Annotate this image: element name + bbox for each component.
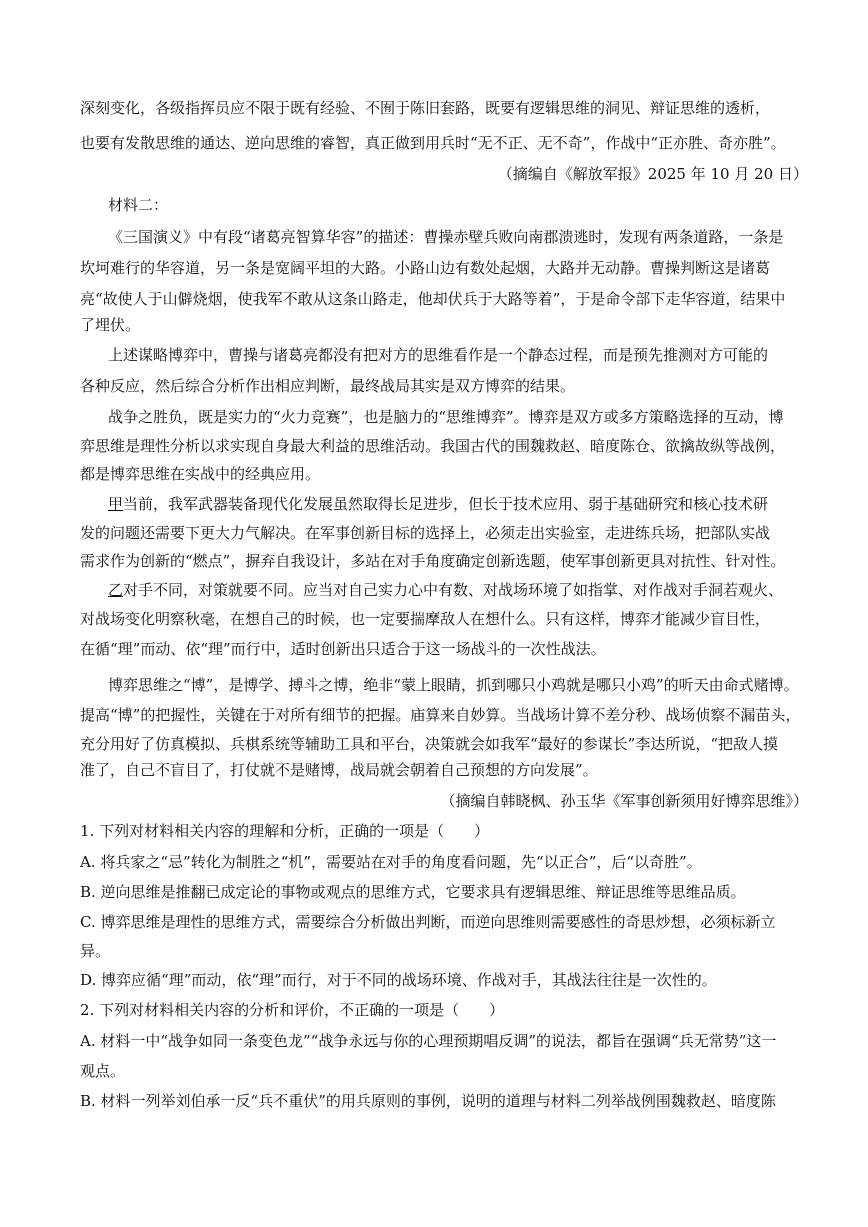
blank-mark-jia: 甲 xyxy=(108,495,124,513)
text-line: 《三国演义》中有段“诸葛亮智算华容”的描述：曹操赤壁兵败向南郡溃逃时，发现有两条道路，一条是 xyxy=(108,228,784,246)
text-line: 上述谋略博弈中，曹操与诸葛亮都没有把对方的思维看作是一个静态过程，而是预先推测对方可能的 xyxy=(108,346,769,364)
text-line: 在循“理”而动、依“理”而行中，适时创新出只适合于这一场战斗的一次性战法。 xyxy=(80,640,606,658)
answer-option-a: A. 将兵家之“忌”转化为制胜之“机”，需要站在对手的角度看问题，先“以正合”，后“以奇胜”。 xyxy=(80,853,702,871)
answer-option-b: B. 材料一列举刘伯承一反“兵不重伏”的用兵原则的事例，说明的道理与材料二列举战例围魏救赵、暗度陈 xyxy=(80,1092,776,1110)
text-line: 提高“博”的把握性，关键在于对所有细节的把握。庙算来自妙算。当战场计算不差分秒、战场侦察不漏苗头， xyxy=(80,706,801,724)
source-citation: （摘编自《解放军报》2025 年 10 月 20 日） xyxy=(497,165,808,183)
answer-option-c: C. 博弈思维是理性的思维方式，需要综合分析做出判断，而逆向思维则需要感性的奇思炒想，必须标新立 xyxy=(80,913,776,931)
text-line: 都是博弈思维在实战中的经典应用。 xyxy=(80,465,321,483)
answer-option-a-cont: 观点。 xyxy=(80,1062,126,1080)
answer-option-d: D. 博弈应循“理”而动，依“理”而行，对于不同的战场环境、作战对手，其战法往往是一次性的。 xyxy=(80,971,717,989)
text-line: 了埋伏。 xyxy=(80,316,141,334)
text-line: 坎坷难行的华容道，另一条是宽阔平坦的大路。小路山边有数处起烟，大路并无动静。曹操判断这是诸葛 xyxy=(80,259,771,277)
text-line: 也要有发散思维的通达、逆向思维的睿智，真正做到用兵时“无不正、无不奇”，作战中“正亦胜、奇亦胜”。 xyxy=(80,134,786,152)
text-line: 甲当前，我军武器装备现代化发展虽然取得长足进步，但长于技术应用、弱于基础研究和核心技术研 xyxy=(108,495,769,513)
text-line: 充分用好了仿真模拟、兵棋系统等辅助工具和平台，决策就会如我军“最好的参谋长”李达所说，“把敌人摸 xyxy=(80,735,779,753)
text-line: 亮“故使人于山僻烧烟，使我军不敢从这条山路走，他却伏兵于大路等着”，于是命令部下走华容道，结果中 xyxy=(80,290,786,308)
text-line: 需求作为创新的“燃点”，摒弃自我设计，多站在对手角度确定创新选题，使军事创新更具对抗性、针对性。 xyxy=(80,552,786,570)
text-line: 弈思维是理性分析以求实现自身最大利益的思维活动。我国古代的围魏救赵、暗度陈仓、欲擒故纵等战例， xyxy=(80,437,786,455)
section-label: 材料二： xyxy=(108,196,169,214)
answer-option-a: A. 材料一中“战争如同一条变色龙”“战争永远与你的心理预期唱反调”的说法，都旨在强调“兵无常势”这一 xyxy=(80,1032,777,1050)
text-line: 乙对手不同，对策就要不同。应当对自己实力心中有数、对战场环境了如指掌、对作战对手洞若观火、 xyxy=(108,581,784,599)
answer-option-c-cont: 异。 xyxy=(80,942,111,960)
source-citation: （摘编自韩晓枫、孙玉华《军事创新须用好博弈思维》） xyxy=(440,792,808,810)
answer-option-b: B. 逆向思维是推翻已成定论的事物或观点的思维方式，它要求具有逻辑思维、辩证思维等思维品质。 xyxy=(80,883,746,901)
question-stem: 2. 下列对材料相关内容的分析和评价，不正确的一项是（ ） xyxy=(80,1001,505,1019)
text-line: 发的问题还需要下更大力气解决。在军事创新目标的选择上，必须走出实验室，走进练兵场，把部队实战 xyxy=(80,524,771,542)
text-line: 各种反应，然后综合分析作出相应判断，最终战局其实是双方博弈的结果。 xyxy=(80,377,576,395)
blank-mark-yi: 乙 xyxy=(108,581,124,599)
question-stem: 1. 下列对材料相关内容的理解和分析，正确的一项是（ ） xyxy=(80,822,490,840)
text-line: 博弈思维之“博”，是博学、搏斗之博，绝非“蒙上眼睛，抓到哪只小鸡就是哪只小鸡”的听天由命式赌博。 xyxy=(108,676,799,694)
text-line: 对战场变化明察秋毫，在想自己的时候，也一定要揣摩敌人在想什么。只有这样，博弈才能减少盲目性， xyxy=(80,610,771,628)
text-line: 战争之胜负，既是实力的“火力竞赛”，也是脑力的“思维博弈”。博弈是双方或多方策略选择的互动，博 xyxy=(108,408,784,426)
text-line: 深刻变化，各级指挥员应不限于既有经验、不囿于陈旧套路，既要有逻辑思维的洞见、辩证思维的透析， xyxy=(80,99,771,117)
text-line: 准了，自己不盲目了，打仗就不是赌博，战局就会朝着自己预想的方向发展”。 xyxy=(80,761,598,779)
